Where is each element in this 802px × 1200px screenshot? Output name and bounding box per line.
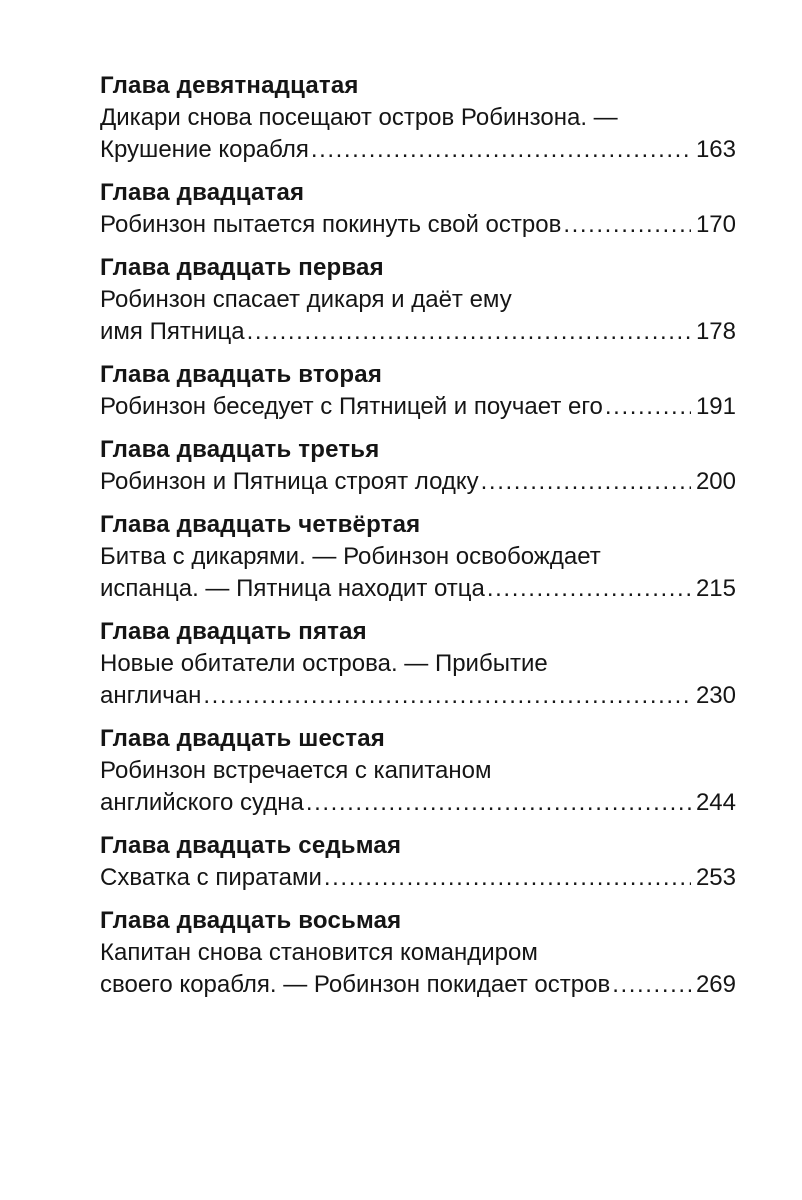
chapter-description-line: Новые обитатели острова. — Прибытие: [100, 650, 548, 677]
page-number: 230: [695, 682, 736, 709]
chapter-heading: Глава девятнадцатая: [100, 72, 359, 99]
toc-entry: [100, 434, 736, 498]
chapter-heading: Глава двадцатая: [100, 179, 305, 206]
toc-entry: [100, 70, 736, 166]
dotted-leader: [612, 969, 691, 1001]
chapter-description-text: своего корабля. — Робинзон покидает остров: [100, 971, 611, 998]
dotted-leader: [203, 680, 691, 712]
chapter-description-line: Робинзон спасает дикаря и даёт ему: [100, 286, 512, 313]
page-number: 215: [695, 575, 736, 602]
chapter-description-text: Робинзон и Пятница строят лодку: [100, 468, 479, 495]
chapter-description-last-line: [100, 134, 736, 166]
chapter-heading: Глава двадцать вторая: [100, 361, 383, 388]
toc-entry: [100, 177, 736, 241]
page-number: 253: [695, 864, 736, 891]
page-number: 191: [695, 393, 736, 420]
dotted-leader: [481, 466, 691, 498]
chapter-description-last-line: [100, 969, 736, 1001]
chapter-description-line: Капитан снова становится командиром: [100, 939, 538, 966]
table-of-contents: [100, 70, 736, 1001]
toc-entry: [100, 723, 736, 819]
chapter-heading: Глава двадцать третья: [100, 436, 380, 463]
toc-entry: [100, 359, 736, 423]
dotted-leader: [605, 391, 691, 423]
chapter-description-text: испанца. — Пятница находит отца: [100, 575, 485, 602]
chapter-description-last-line: [100, 316, 736, 348]
page-number: 170: [695, 211, 736, 238]
chapter-description-line: Робинзон встречается с капитаном: [100, 757, 492, 784]
chapter-description-line: Битва с дикарями. — Робинзон освобождает: [100, 543, 601, 570]
toc-entry: [100, 905, 736, 1001]
chapter-description-last-line: [100, 787, 736, 819]
dotted-leader: [563, 209, 691, 241]
chapter-description-text: Робинзон беседует с Пятницей и поучает его: [100, 393, 603, 420]
chapter-description-last-line: [100, 391, 736, 423]
page-number: 200: [695, 468, 736, 495]
dotted-leader: [487, 573, 691, 605]
chapter-heading: Глава двадцать восьмая: [100, 907, 402, 934]
page-number: 163: [695, 136, 736, 163]
page-number: 244: [695, 789, 736, 816]
chapter-description-last-line: [100, 862, 736, 894]
chapter-description-text: англичан: [100, 682, 202, 709]
dotted-leader: [311, 134, 691, 166]
chapter-description-last-line: [100, 573, 736, 605]
page-number: 178: [695, 318, 736, 345]
toc-entry: [100, 252, 736, 348]
chapter-description-text: имя Пятница: [100, 318, 245, 345]
dotted-leader: [306, 787, 691, 819]
chapter-heading: Глава двадцать пятая: [100, 618, 367, 645]
chapter-description-last-line: [100, 680, 736, 712]
toc-entry: [100, 830, 736, 894]
chapter-description-text: английского судна: [100, 789, 304, 816]
chapter-heading: Глава двадцать первая: [100, 254, 384, 281]
chapter-description-last-line: [100, 466, 736, 498]
toc-entry: [100, 616, 736, 712]
chapter-heading: Глава двадцать четвёртая: [100, 511, 421, 538]
chapter-description-line: Дикари снова посещают остров Робинзона. —: [100, 104, 618, 131]
dotted-leader: [324, 862, 691, 894]
chapter-heading: Глава двадцать седьмая: [100, 832, 402, 859]
chapter-description-last-line: [100, 209, 736, 241]
page-number: 269: [695, 971, 736, 998]
chapter-description-text: Робинзон пытается покинуть свой остров: [100, 211, 562, 238]
chapter-description-text: Схватка с пиратами: [100, 864, 322, 891]
chapter-description-text: Крушение корабля: [100, 136, 309, 163]
chapter-heading: Глава двадцать шестая: [100, 725, 385, 752]
toc-entry: [100, 509, 736, 605]
dotted-leader: [247, 316, 691, 348]
